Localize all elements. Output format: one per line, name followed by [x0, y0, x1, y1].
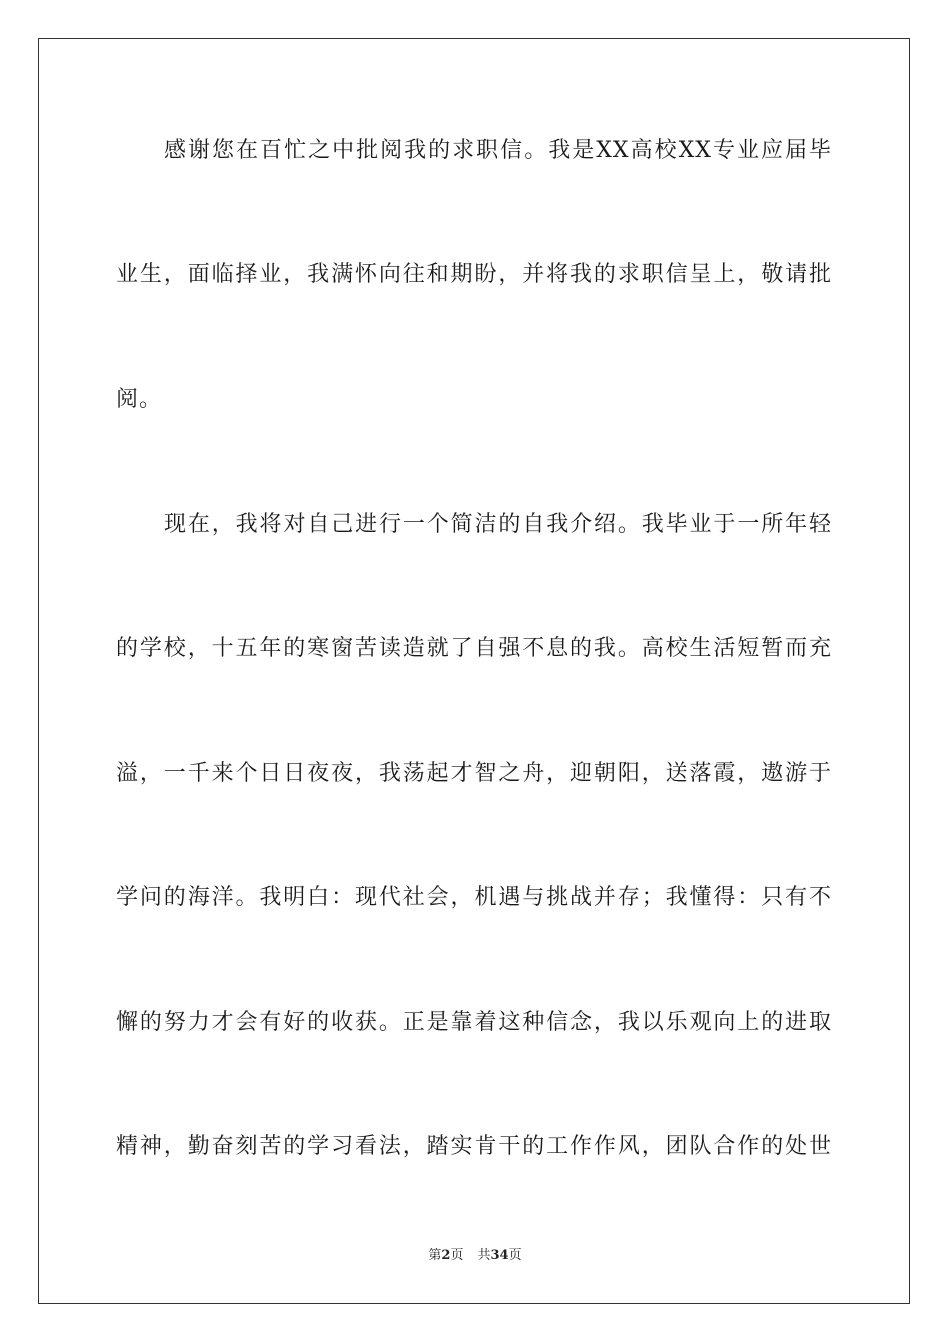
total-pages: 34 — [490, 1248, 509, 1263]
paragraph-1-line-2: 业生，面临择业，我满怀向往和期盼，并将我的求职信呈上，敬请批 — [116, 262, 832, 287]
paragraph-1-line-3: 阅。 — [116, 387, 163, 412]
paragraph-2-line-4: 学问的海洋。我明白：现代社会，机遇与挑战并存；我懂得：只有不 — [116, 885, 832, 910]
paragraph-2-line-1: 现在，我将对自己进行一个简洁的自我介绍。我毕业于一所年轻 — [164, 512, 832, 537]
page-border — [38, 38, 910, 1304]
page-footer — [0, 1246, 950, 1266]
paragraph-2-line-3: 溢，一千来个日日夜夜，我荡起才智之舟，迎朝阳，送落霞，遨游于 — [116, 761, 832, 786]
total-prefix: 共 — [477, 1248, 491, 1263]
total-suffix: 页 — [508, 1248, 522, 1263]
paragraph-1-line-1: 感谢您在百忙之中批阅我的求职信。我是XX高校XX专业应届毕 — [164, 138, 832, 163]
paragraph-2-line-5: 懈的努力才会有好的收获。正是靠着这种信念，我以乐观向上的进取 — [116, 1010, 832, 1035]
page-number: 2 — [441, 1248, 451, 1263]
paragraph-2-line-2: 的学校，十五年的寒窗苦读造就了自强不息的我。高校生活短暂而充 — [116, 636, 832, 661]
page-prefix: 第 — [428, 1248, 442, 1263]
page-suffix: 页 — [450, 1248, 464, 1263]
paragraph-2-line-6: 精神，勤奋刻苦的学习看法，踏实肯干的工作作风，团队合作的处世 — [116, 1134, 832, 1159]
